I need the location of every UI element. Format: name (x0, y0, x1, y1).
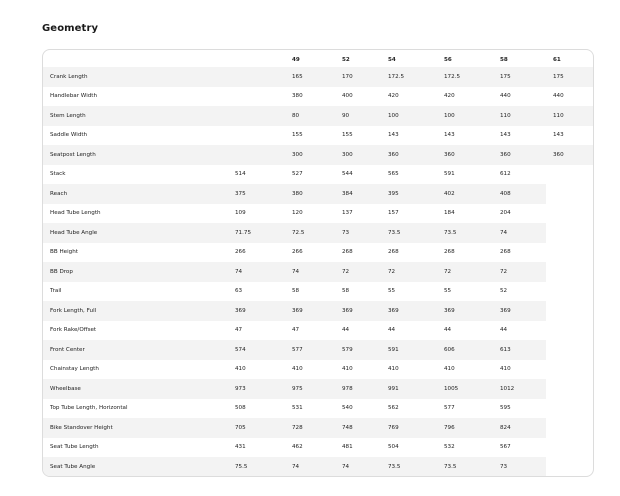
row-label: BB Height (50, 249, 78, 256)
row-value: 268 (444, 249, 455, 256)
row-value: 375 (235, 190, 246, 197)
row-value: 440 (500, 93, 511, 100)
row-value: 300 (292, 151, 303, 158)
row-value: 74 (235, 268, 243, 275)
row-value: 824 (500, 424, 511, 431)
row-value: 100 (444, 112, 455, 119)
table-row (43, 301, 546, 321)
row-value: 410 (342, 366, 353, 373)
row-value: 431 (235, 444, 246, 451)
page-title: Geometry (42, 23, 99, 34)
row-value: 400 (342, 93, 353, 100)
row-value: 165 (292, 73, 303, 80)
row-label: Fork Length, Full (50, 307, 97, 314)
row-value: 184 (444, 210, 455, 217)
row-value: 75.5 (235, 463, 248, 470)
row-value: 268 (500, 249, 511, 256)
row-value: 120 (292, 210, 303, 217)
row-label: Seat Tube Length (50, 444, 99, 451)
row-value: 395 (388, 190, 399, 197)
row-label: Stem Length (50, 112, 86, 119)
row-label: Seat Tube Angle (50, 463, 96, 470)
row-value: 410 (292, 366, 303, 373)
row-value: 300 (342, 151, 353, 158)
size-header-58: 58 (500, 56, 508, 63)
row-value: 613 (500, 346, 511, 353)
row-label: Bike Standover Height (50, 424, 113, 431)
row-value: 143 (388, 132, 399, 139)
row-value: 369 (500, 307, 511, 314)
row-value: 55 (388, 288, 396, 295)
row-value: 369 (235, 307, 246, 314)
row-value: 369 (388, 307, 399, 314)
row-value: 155 (292, 132, 303, 139)
row-label: Top Tube Length, Horizontal (50, 405, 128, 412)
row-label: Trail (50, 288, 62, 295)
row-value: 71.75 (235, 229, 252, 236)
row-value: 769 (388, 424, 399, 431)
row-value: 978 (342, 385, 353, 392)
row-value: 143 (553, 132, 564, 139)
row-value: 562 (388, 405, 399, 412)
table-row (43, 457, 546, 477)
row-label: Saddle Width (50, 132, 88, 139)
table-row (43, 106, 593, 126)
row-value: 440 (553, 93, 564, 100)
row-value: 266 (292, 249, 303, 256)
row-value: 170 (342, 73, 353, 80)
row-value: 360 (444, 151, 455, 158)
row-value: 143 (500, 132, 511, 139)
row-value: 204 (500, 210, 511, 217)
row-value: 410 (235, 366, 246, 373)
row-label: Fork Rake/Offset (50, 327, 97, 334)
row-value: 360 (500, 151, 511, 158)
row-value: 110 (500, 112, 511, 119)
size-header-49: 49 (292, 56, 300, 63)
row-value: 73.5 (388, 229, 401, 236)
table-row (43, 438, 546, 458)
table-row (43, 243, 546, 263)
row-value: 384 (342, 190, 353, 197)
row-value: 369 (342, 307, 353, 314)
row-value: 527 (292, 171, 303, 178)
row-value: 74 (292, 268, 300, 275)
row-label: Handlebar Width (50, 93, 98, 100)
row-value: 532 (444, 444, 455, 451)
size-header-54: 54 (388, 56, 396, 63)
row-value: 74 (500, 229, 508, 236)
row-label: Chainstay Length (50, 366, 99, 373)
row-value: 705 (235, 424, 246, 431)
row-value: 369 (444, 307, 455, 314)
row-value: 991 (388, 385, 399, 392)
row-value: 591 (388, 346, 399, 353)
row-value: 72.5 (292, 229, 305, 236)
table-row (43, 399, 546, 419)
row-value: 137 (342, 210, 353, 217)
size-header-61: 61 (553, 56, 561, 63)
table-row (43, 262, 546, 282)
row-value: 175 (500, 73, 511, 80)
row-value: 58 (342, 288, 350, 295)
row-value: 544 (342, 171, 353, 178)
row-value: 172.5 (444, 73, 461, 80)
row-value: 44 (342, 327, 350, 334)
row-value: 100 (388, 112, 399, 119)
row-label: Crank Length (50, 73, 88, 80)
row-value: 73.5 (444, 229, 457, 236)
row-value: 408 (500, 190, 511, 197)
row-value: 380 (292, 190, 303, 197)
row-value: 143 (444, 132, 455, 139)
row-value: 63 (235, 288, 243, 295)
row-value: 531 (292, 405, 303, 412)
row-value: 595 (500, 405, 511, 412)
row-value: 380 (292, 93, 303, 100)
row-value: 1005 (444, 385, 459, 392)
row-value: 47 (235, 327, 243, 334)
row-label: Stack (50, 171, 66, 178)
row-value: 410 (500, 366, 511, 373)
row-value: 268 (388, 249, 399, 256)
row-value: 420 (388, 93, 399, 100)
row-label: Head Tube Length (50, 210, 101, 217)
table-row (43, 340, 546, 360)
row-label: Seatpost Length (50, 151, 96, 158)
row-value: 462 (292, 444, 303, 451)
row-value: 360 (388, 151, 399, 158)
table-row (43, 165, 546, 185)
row-value: 90 (342, 112, 350, 119)
table-row (43, 360, 546, 380)
row-value: 728 (292, 424, 303, 431)
row-value: 577 (292, 346, 303, 353)
row-value: 73 (342, 229, 350, 236)
row-value: 514 (235, 171, 246, 178)
size-header-52: 52 (342, 56, 350, 63)
row-value: 591 (444, 171, 455, 178)
table-row (43, 87, 593, 107)
row-value: 44 (500, 327, 508, 334)
table-row (43, 418, 546, 438)
row-value: 577 (444, 405, 455, 412)
row-label: Reach (50, 190, 68, 197)
row-label: Front Center (50, 346, 85, 353)
row-value: 155 (342, 132, 353, 139)
row-value: 574 (235, 346, 246, 353)
row-value: 481 (342, 444, 353, 451)
row-value: 73.5 (388, 463, 401, 470)
row-value: 1012 (500, 385, 515, 392)
row-value: 44 (388, 327, 396, 334)
table-row (43, 282, 546, 302)
row-label: Head Tube Angle (50, 229, 98, 236)
table-row (43, 126, 593, 146)
row-label: BB Drop (50, 268, 73, 275)
row-value: 975 (292, 385, 303, 392)
row-value: 47 (292, 327, 300, 334)
row-value: 579 (342, 346, 353, 353)
row-value: 72 (342, 268, 350, 275)
row-value: 110 (553, 112, 564, 119)
row-value: 72 (444, 268, 452, 275)
row-value: 58 (292, 288, 300, 295)
row-value: 402 (444, 190, 455, 197)
row-value: 72 (500, 268, 508, 275)
table-row (43, 145, 593, 165)
table-row (43, 223, 546, 243)
row-value: 504 (388, 444, 399, 451)
row-value: 74 (342, 463, 350, 470)
row-value: 268 (342, 249, 353, 256)
row-value: 410 (388, 366, 399, 373)
table-row (43, 184, 546, 204)
row-value: 55 (444, 288, 452, 295)
row-value: 73.5 (444, 463, 457, 470)
row-value: 565 (388, 171, 399, 178)
row-value: 420 (444, 93, 455, 100)
row-value: 973 (235, 385, 246, 392)
row-value: 73 (500, 463, 508, 470)
row-value: 410 (444, 366, 455, 373)
table-row (43, 379, 546, 399)
table-row (43, 204, 546, 224)
row-value: 80 (292, 112, 300, 119)
row-value: 52 (500, 288, 508, 295)
row-value: 508 (235, 405, 246, 412)
row-value: 266 (235, 249, 246, 256)
row-value: 606 (444, 346, 455, 353)
row-value: 157 (388, 210, 399, 217)
row-value: 175 (553, 73, 564, 80)
row-label: Wheelbase (50, 385, 81, 392)
row-value: 74 (292, 463, 300, 470)
row-value: 172.5 (388, 73, 405, 80)
row-value: 360 (553, 151, 564, 158)
row-value: 72 (388, 268, 396, 275)
table-row (43, 67, 593, 87)
row-value: 567 (500, 444, 511, 451)
row-value: 44 (444, 327, 452, 334)
table-row (43, 321, 546, 341)
row-value: 748 (342, 424, 353, 431)
row-value: 109 (235, 210, 246, 217)
row-value: 796 (444, 424, 455, 431)
row-value: 612 (500, 171, 511, 178)
row-value: 540 (342, 405, 353, 412)
row-value: 369 (292, 307, 303, 314)
size-header-56: 56 (444, 56, 452, 63)
geometry-table (42, 49, 594, 477)
